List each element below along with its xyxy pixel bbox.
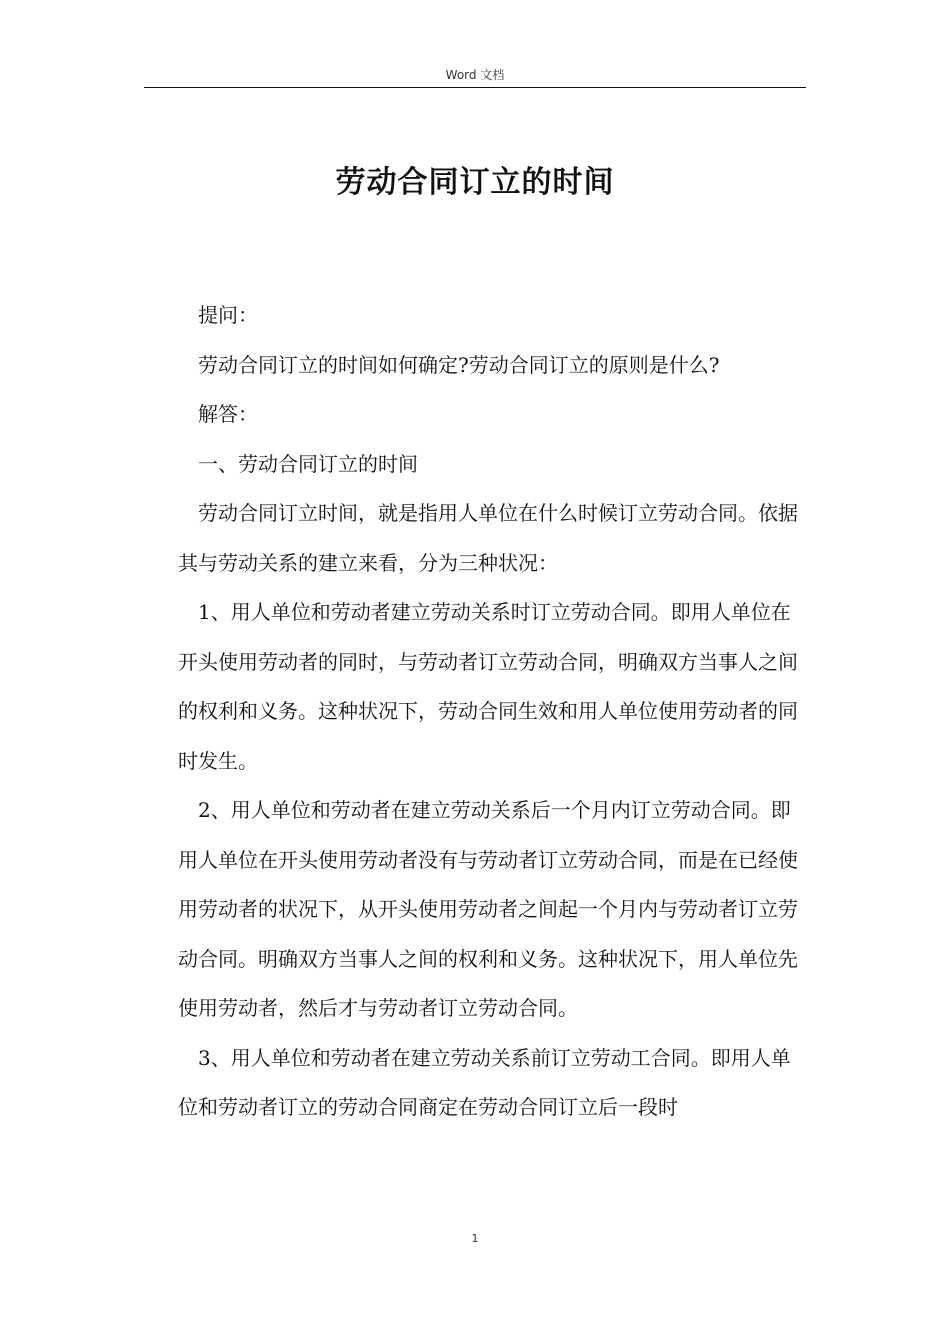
paragraph-question: 劳动合同订立的时间如何确定?劳动合同订立的原则是什么? [198, 352, 720, 377]
document-title: 劳动合同订立的时间 [335, 165, 615, 200]
paragraph-item-3: 3、用人单位和劳动者在建立劳动关系前订立劳动工合同。即用人单位和劳动者订立的劳动合同商定在劳动合同订立后一段时 [178, 1045, 791, 1119]
paragraph-item-2: 2、用人单位和劳动者在建立劳动关系后一个月内订立劳动合同。即用人单位在开头使用劳动者没有与劳动者订立劳动合同，而是在已经使用劳动者的状况下，从开头使用劳动者之间起一个月内与劳动者订立劳动合同。明确双方当事人之间的权利和义务。这种状况下，用人单位先使用劳动者，然后才与劳动者订立劳动合同。 [178, 798, 798, 1020]
paragraph-intro: 劳动合同订立时间，就是指用人单位在什么时候订立劳动合同。依据其与劳动关系的建立来看，分为三种状况： [178, 501, 798, 575]
header-rule [144, 87, 806, 88]
paragraph-answer-label: 解答： [198, 402, 258, 426]
page-number: 1 [471, 1232, 479, 1245]
document-body [178, 291, 806, 1133]
paragraph-section-heading: 一、劳动合同订立的时间 [198, 451, 418, 476]
header-label: Word 文档 [445, 68, 505, 82]
paragraph-item-1: 1、用人单位和劳动者建立劳动关系时订立劳动合同。即用人单位在开头使用劳动者的同时，与劳动者订立劳动合同，明确双方当事人之间的权利和义务。这种状况下，劳动合同生效和用人单位使用劳动者的同时发生。 [178, 600, 798, 773]
paragraph-question-label: 提问： [198, 303, 258, 327]
